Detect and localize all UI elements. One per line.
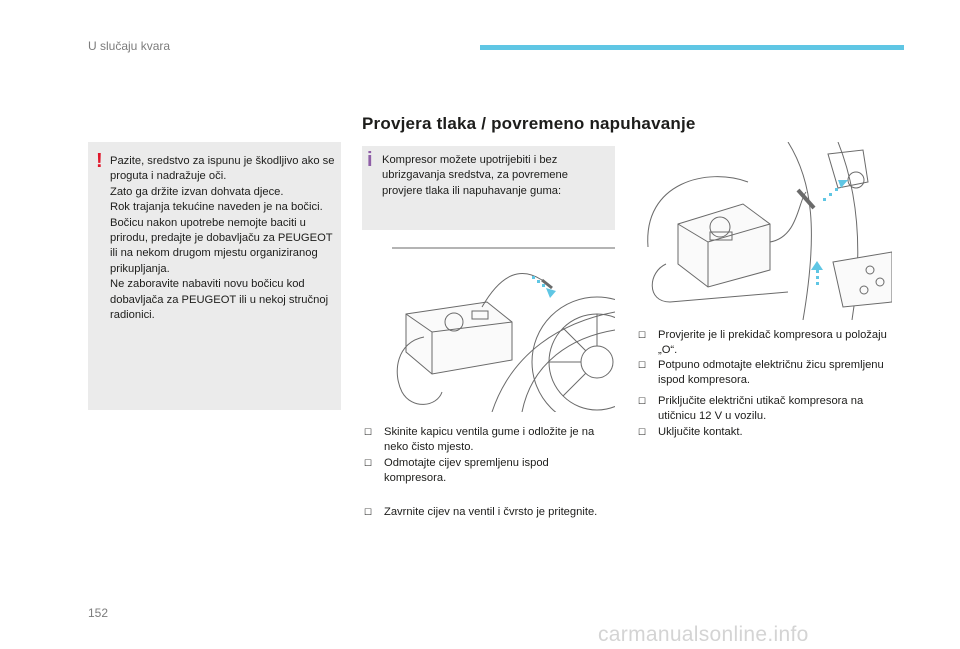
info-icon: i xyxy=(367,149,373,171)
compressor-socket-illustration xyxy=(638,142,892,320)
checkbox-bullet-icon: ☐ xyxy=(638,427,647,437)
compressor-tyre-illustration xyxy=(362,242,615,412)
checkbox-bullet-icon: ☐ xyxy=(638,330,647,340)
watermark: carmanualsonline.info xyxy=(598,623,809,646)
list-item: ☐ Potpuno odmotajte električnu žicu spremljenu ispod kompresora. xyxy=(638,359,884,387)
info-text: Kompresor možete upotrijebiti i bez ubrizgavanja sredstva, za povremene provjere tlaka ili napuhavanje guma: xyxy=(382,154,568,197)
list-item: ☐ Uključite kontakt. xyxy=(638,425,892,440)
checkbox-bullet-icon: ☐ xyxy=(364,507,373,517)
checkbox-bullet-icon: ☐ xyxy=(638,360,647,370)
page-number: 152 xyxy=(88,606,109,620)
chapter-accent-bar xyxy=(480,45,904,50)
checkbox-bullet-icon: ☐ xyxy=(364,458,373,468)
list-item: ☐ Skinite kapicu ventila gume i odložite je na neko čisto mjesto. xyxy=(364,426,595,454)
list-item: ☐ Provjerite je li prekidač kompresora u položaju „O“. xyxy=(638,329,887,357)
chapter-title: U slučaju kvara xyxy=(88,39,171,53)
checkbox-bullet-icon: ☐ xyxy=(364,427,373,437)
list-item: ☐ Zavrnite cijev na ventil i čvrsto je pritegnite. xyxy=(364,505,626,520)
checkbox-bullet-icon: ☐ xyxy=(638,396,647,406)
warning-text: Pazite, sredstvo za ispunu je škodljivo ako se proguta i nadražuje oči. Zato ga držite izvan dohvata djece. Rok trajanja tekućine naveden je na bočici. Bočicu nakon upotrebe nemojte baciti u prirodu, predajte je dobavljaču za PEUGEOT ili na nekom drugom mjestu organiziranog prikupljanja. Ne zaboravite nabaviti novu bočicu kod dobavljača za PEUGEOT ili u nekoj stručnoj radionici. xyxy=(110,155,335,322)
warning-icon: ! xyxy=(96,150,103,172)
list-item: ☐ Odmotajte cijev spremljenu ispod kompresora. xyxy=(364,457,549,485)
section-title: Provjera tlaka / povremeno napuhavanje xyxy=(362,114,696,133)
list-item: ☐ Priključite električni utikač kompresora na utičnicu 12 V u vozilu. xyxy=(638,395,864,423)
